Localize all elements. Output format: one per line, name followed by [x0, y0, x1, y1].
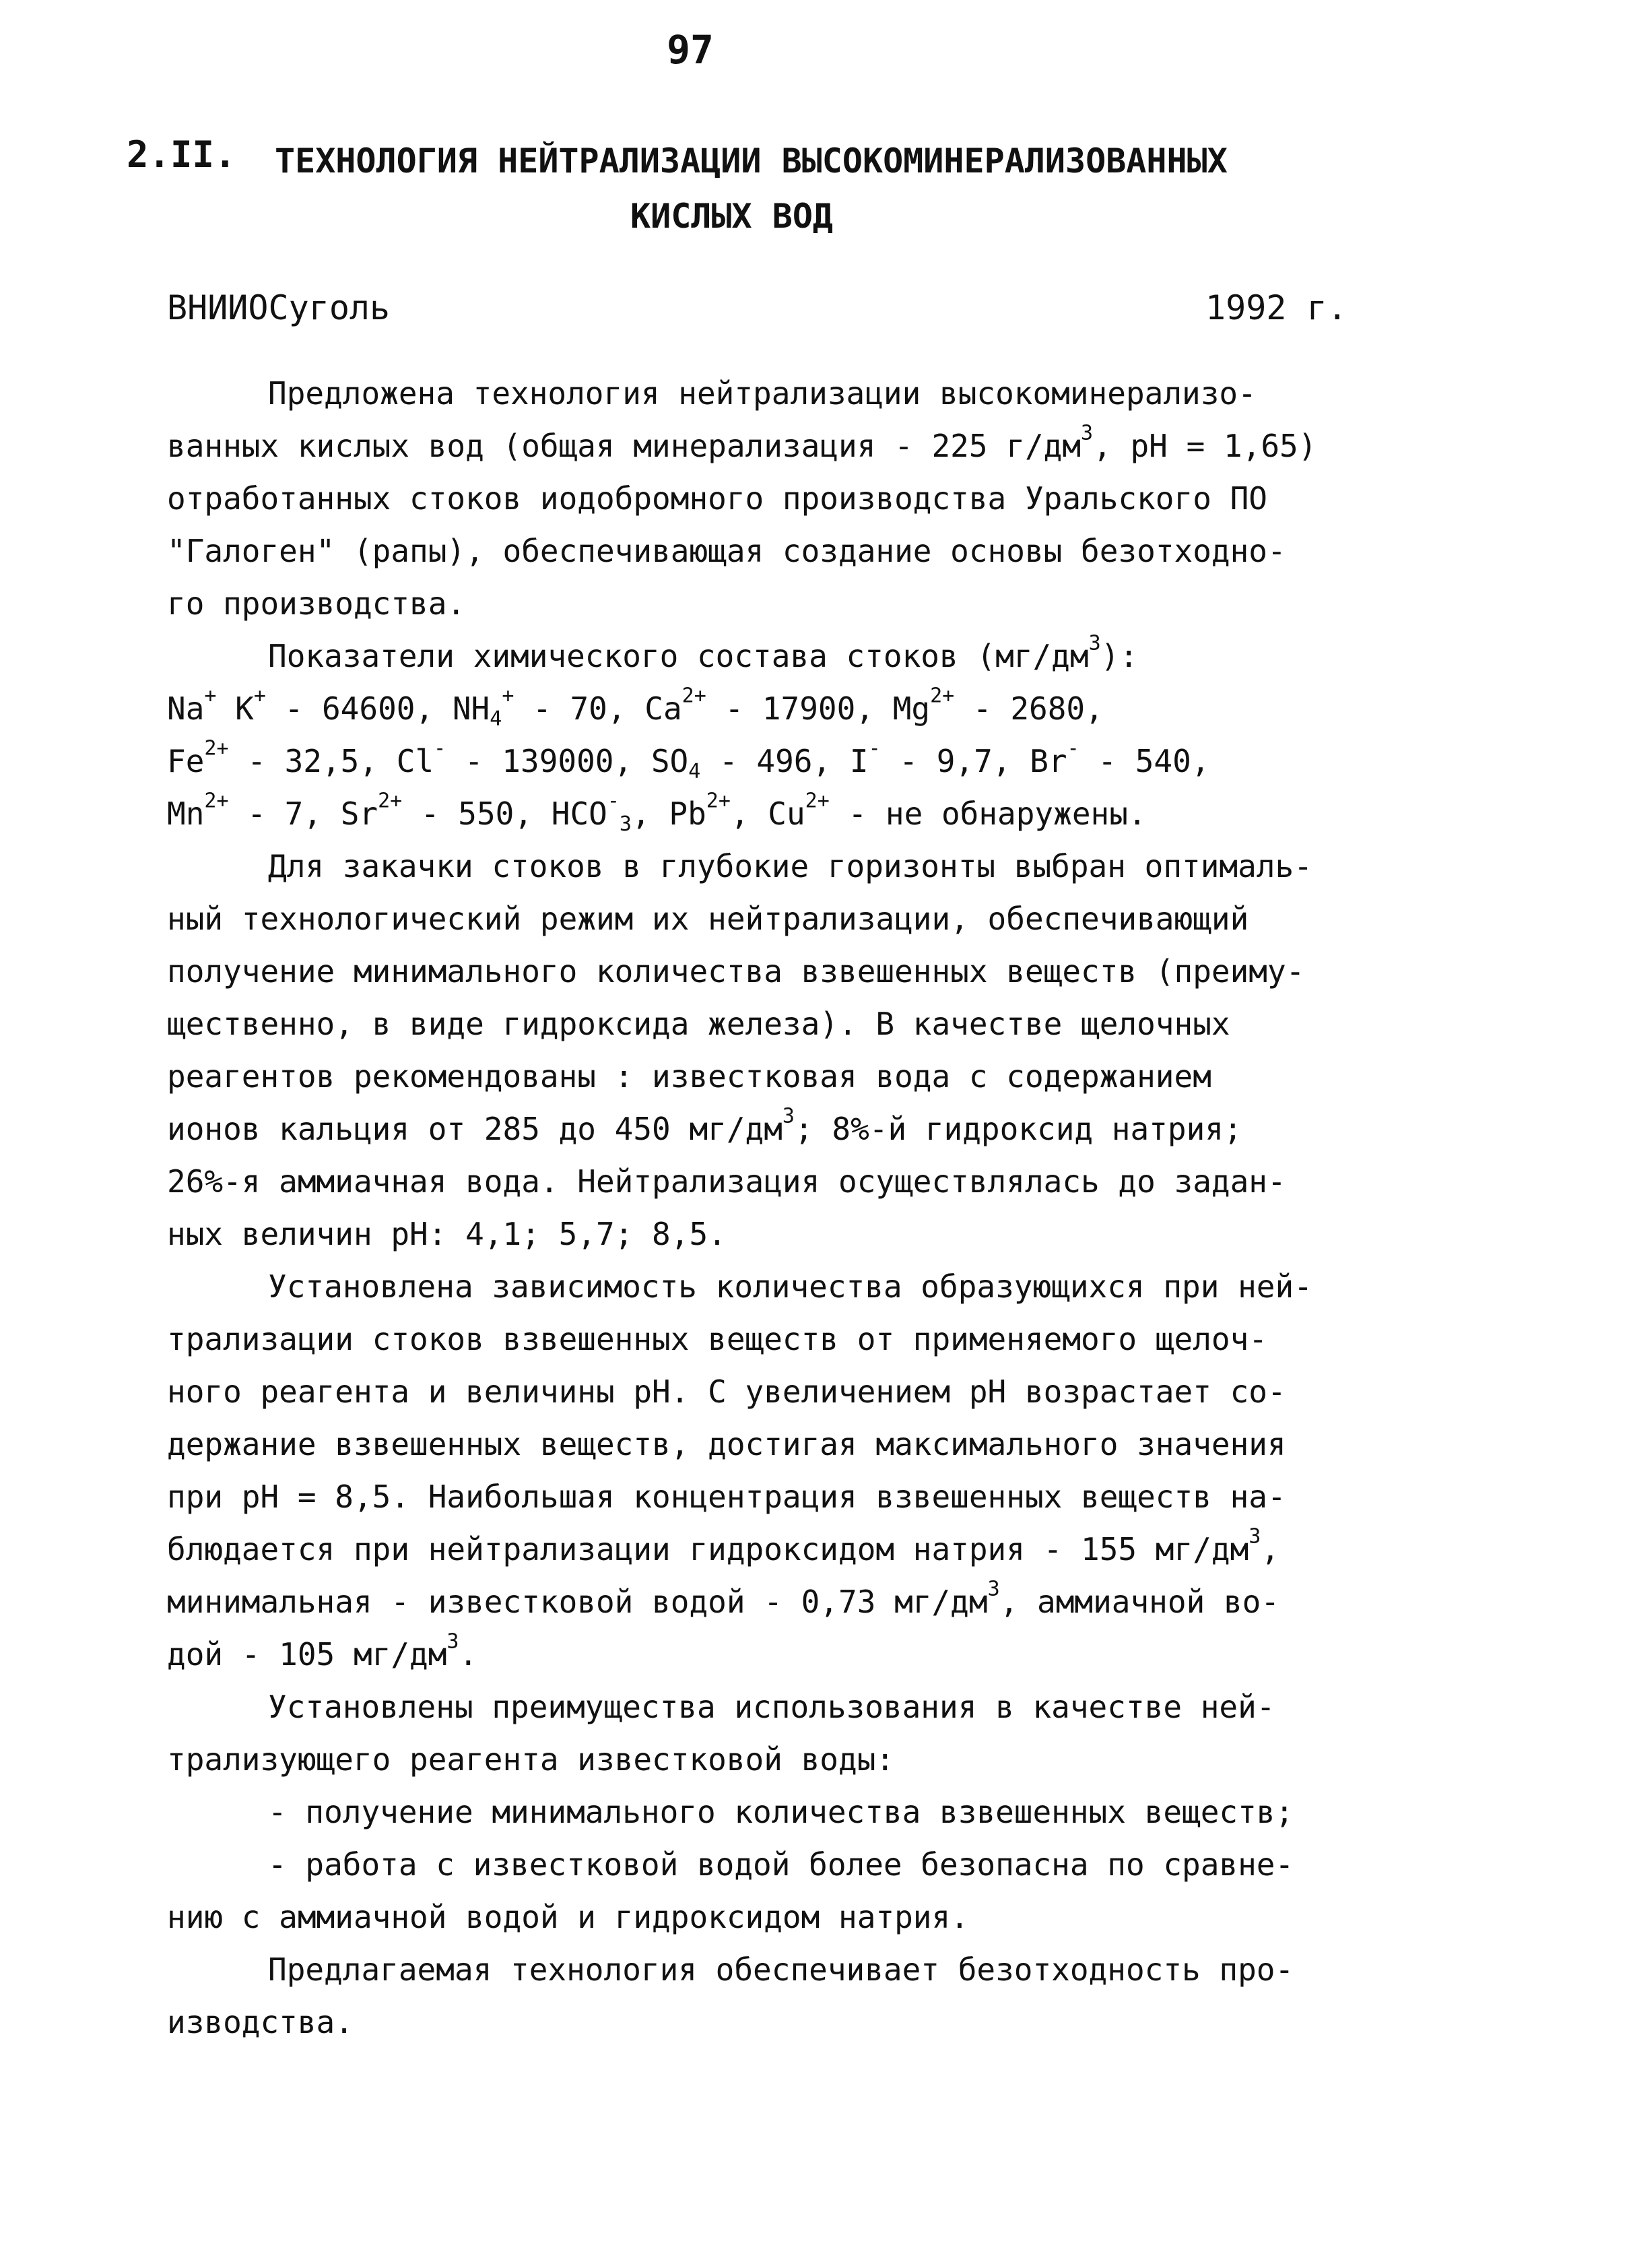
- body-text: [167, 367, 1507, 2048]
- ion-value: - 64600,: [265, 690, 453, 727]
- text-line: 26%-я аммиачная вода. Нейтрализация осуществлялась до задан-: [167, 1163, 1286, 1200]
- paragraph-6: [167, 1943, 1507, 2048]
- superscript: 2+: [204, 736, 229, 760]
- text-line: , рН = 1,65): [1093, 428, 1317, 464]
- text-line: получение минимального количества взвешенных веществ (преиму-: [167, 953, 1305, 990]
- ion-symbol: I: [849, 743, 869, 779]
- text-line: дой - 105 мг/дм: [167, 1636, 447, 1673]
- ion-symbol: Sr: [340, 796, 378, 832]
- ion-symbol: K: [216, 690, 254, 727]
- text-line: отработанных стоков иодобромного производства Уральского ПО: [167, 480, 1267, 517]
- superscript: 3: [1249, 1524, 1261, 1549]
- text-line: изводства.: [167, 2004, 354, 2040]
- text-line: Предлагаемая технология обеспечивает безотходность про-: [268, 1951, 1294, 1988]
- ion-value: - 70,: [514, 690, 645, 727]
- ion-symbol: Na: [167, 690, 205, 727]
- text-line: реагентов рекомендованы : известковая вода с содержанием: [167, 1058, 1211, 1095]
- text-line: го производства.: [167, 585, 466, 622]
- bullet-item: - работа с известковой водой более безопасна по сравне-: [268, 1846, 1294, 1883]
- ion-symbol: Cu: [768, 796, 805, 832]
- text-line: ных величин рН: 4,1; 5,7; 8,5.: [167, 1216, 727, 1252]
- superscript: +: [502, 684, 514, 708]
- ion-value: - 550,: [402, 796, 552, 832]
- ion-symbol: Mn: [167, 796, 205, 832]
- superscript: 3: [987, 1577, 1000, 1601]
- text-line: , аммиачной во-: [999, 1584, 1280, 1620]
- text-line: ного реагента и величины рН. С увеличением рН возрастает со-: [167, 1373, 1286, 1410]
- text-line: Установлены преимущества использования в качестве ней-: [268, 1689, 1275, 1725]
- ion-symbol: HCO: [551, 796, 607, 832]
- text-line: щественно, в виде гидроксида железа). В качестве щелочных: [167, 1006, 1230, 1042]
- superscript: 2+: [930, 684, 955, 708]
- organization: ВНИИОСуголь: [167, 288, 391, 327]
- text-line: ; 8%-й гидроксид натрия;: [794, 1111, 1242, 1147]
- ion-value: - 496,: [700, 743, 850, 779]
- subscript: 4: [490, 707, 502, 731]
- year: 1992 г.: [1205, 288, 1347, 327]
- subscript: 4: [688, 760, 701, 783]
- bullet-item: - получение минимального количества взвешенных веществ;: [268, 1794, 1294, 1830]
- paragraph-1: [167, 367, 1507, 630]
- superscript: +: [253, 684, 266, 708]
- ion-symbol: NH: [452, 690, 490, 727]
- ion-value: - 2680,: [954, 690, 1104, 727]
- section-title: [275, 133, 1228, 244]
- paragraph-5: [167, 1681, 1507, 1786]
- text-line: ,: [1261, 1531, 1280, 1567]
- superscript: +: [204, 684, 217, 708]
- superscript: 3: [782, 1104, 795, 1128]
- section-title-line-2: КИСЛЫХ ВОД: [630, 197, 834, 236]
- text-line: трализации стоков взвешенных веществ от применяемого щелоч-: [167, 1321, 1267, 1357]
- ion-value: - 7,: [228, 796, 341, 832]
- paragraph-2: [167, 630, 1507, 682]
- ion-value: - не обнаружены.: [829, 796, 1147, 832]
- ion-value: - 139000,: [446, 743, 651, 779]
- ion-symbol: Pb: [669, 796, 706, 832]
- ion-symbol: Cl: [396, 743, 434, 779]
- ion-symbol: Br: [1030, 743, 1067, 779]
- superscript: 3: [446, 1629, 459, 1654]
- ion-symbol: SO: [651, 743, 689, 779]
- ion-value: - 9,7,: [880, 743, 1030, 779]
- ion-value: - 540,: [1079, 743, 1210, 779]
- page-number: 97: [667, 27, 714, 73]
- separator: ,: [631, 796, 669, 832]
- text-line: при рН = 8,5. Наибольшая концентрация взвешенных веществ на-: [167, 1479, 1286, 1515]
- separator: ,: [730, 796, 768, 832]
- superscript: -: [434, 736, 446, 760]
- text-line: ионов кальция от 285 до 450 мг/дм: [167, 1111, 783, 1147]
- text-line: минимальная - известковой водой - 0,73 мг/дм: [167, 1584, 988, 1620]
- superscript: 2+: [805, 789, 830, 813]
- text-line: Для закачки стоков в глубокие горизонты выбран оптималь-: [268, 848, 1312, 884]
- ion-value: - 32,5,: [228, 743, 397, 779]
- superscript: 3: [1081, 421, 1094, 445]
- superscript: 2+: [378, 789, 403, 813]
- text-line: ):: [1100, 638, 1139, 674]
- text-line: ный технологический режим их нейтрализации, обеспечивающий: [167, 901, 1249, 937]
- superscript: 2+: [681, 684, 706, 708]
- section-title-line-1: ТЕХНОЛОГИЯ НЕЙТРАЛИЗАЦИИ ВЫСОКОМИНЕРАЛИЗОВАННЫХ: [275, 141, 1228, 181]
- bullet-item-continuation: нию с аммиачной водой и гидроксидом натрия.: [167, 1899, 969, 1935]
- superscript: -: [1067, 736, 1079, 760]
- text-line: держание взвешенных веществ, достигая максимального значения: [167, 1426, 1286, 1462]
- ion-symbol: Fe: [167, 743, 205, 779]
- paragraph-4: [167, 1260, 1507, 1681]
- ion-value: - 17900,: [706, 690, 893, 727]
- text-line: Установлена зависимость количества образующихся при ней-: [268, 1268, 1312, 1305]
- text-line: трализующего реагента известковой воды:: [167, 1741, 895, 1778]
- text-line: ванных кислых вод (общая минерализация - 225 г/дм: [167, 428, 1081, 464]
- bullet-list: [167, 1786, 1507, 1943]
- superscript: 2+: [204, 789, 229, 813]
- paragraph-3: [167, 840, 1507, 1260]
- text-line: Предложена технология нейтрализации высокоминерализо-: [268, 375, 1257, 412]
- text-line: Показатели химического состава стоков (мг/дм: [268, 638, 1089, 674]
- section-number: 2.II.: [127, 133, 236, 176]
- text-line: блюдается при нейтрализации гидроксидом натрия - 155 мг/дм: [167, 1531, 1249, 1567]
- ion-symbol: Ca: [644, 690, 682, 727]
- superscript: -: [868, 736, 881, 760]
- text-line: "Галоген" (рапы), обеспечивающая создание основы безотходно-: [167, 533, 1286, 569]
- ion-symbol: Mg: [892, 690, 931, 727]
- text-line: .: [459, 1636, 478, 1673]
- superscript: -: [607, 789, 620, 813]
- ion-list: [167, 682, 1507, 840]
- subscript: 3: [619, 812, 632, 836]
- superscript: 3: [1088, 631, 1101, 655]
- superscript: 2+: [706, 789, 731, 813]
